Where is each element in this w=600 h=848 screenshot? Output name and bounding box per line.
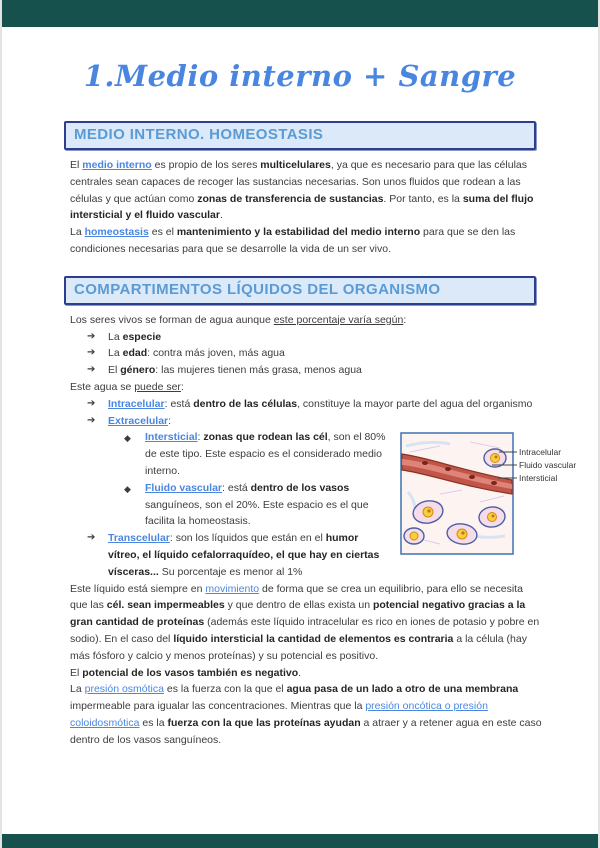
viewer-bottom-bar: [0, 834, 600, 848]
text-run: cél. sean impermeables: [106, 599, 225, 612]
section-header-label: MEDIO INTERNO. HOMEOSTASIS: [74, 126, 324, 143]
text-run: presión osmótica: [84, 683, 164, 696]
text-run: este porcentaje varía según: [273, 313, 404, 326]
text-run: dentro de los vasos: [250, 481, 350, 494]
page-title: 1.Medio interno + Sangre: [83, 59, 517, 93]
arrow-bullet-icon: ➔: [87, 330, 96, 342]
text-run: : está: [164, 397, 194, 410]
text-run: (además este líquido intracelular es rico en iones de potasio y pobre en sodio). En el caso del: [70, 616, 540, 645]
text-run: , son el 80% de este tipo. Este espacio es el considerado medio interno.: [145, 431, 386, 477]
list-item: [70, 530, 542, 580]
paragraph: [70, 224, 542, 258]
text-run: de forma que se crea un equilibrio, para ello se necesita que las: [70, 582, 523, 612]
arrow-bullet-icon: ➔: [87, 364, 96, 376]
text-run: líquido intersticial la cantidad de elementos es contraria: [173, 632, 454, 645]
text-run: movimiento: [205, 582, 260, 595]
text-run: Intersticial: [145, 431, 198, 444]
arrow-bullet-icon: ➔: [87, 532, 96, 544]
text-run: La: [108, 347, 123, 360]
section-body-medio-interno: [2, 157, 598, 258]
paragraph: [70, 665, 542, 682]
text-run: homeostasis: [84, 226, 149, 239]
text-run: La: [70, 226, 85, 239]
text-run: es la fuerza con la que el: [163, 683, 287, 696]
text-run: , constituye la mayor parte del agua del organismo: [297, 397, 533, 410]
text-run: dentro de las células: [193, 397, 298, 410]
arrow-bullet-icon: ➔: [87, 347, 96, 359]
text-run: Su porcentaje es menor al 1%: [158, 565, 303, 578]
arrow-bullet-icon: ➔: [87, 397, 96, 409]
paragraph: [70, 379, 542, 396]
list-item: [70, 429, 542, 479]
text-run: para que se den las condiciones necesarias para que se desarrolle la vida de un ser vivo.: [70, 226, 516, 255]
paragraph: [70, 581, 542, 665]
text-run: :: [168, 414, 172, 427]
text-run: Transcelular: [108, 532, 170, 545]
text-run: Fluido vascular: [145, 481, 223, 494]
text-run: sanguíneos, son el 20%. Este espacio es el que facilita la homeostasis.: [145, 498, 369, 528]
text-run: es propio de los seres: [151, 159, 261, 171]
text-run: es la: [139, 716, 168, 729]
text-run: zonas de transferencia de sustancias: [197, 192, 384, 205]
text-run: :: [180, 380, 184, 393]
text-run: multicelulares: [260, 159, 331, 171]
text-run: La: [70, 683, 85, 696]
text-run: : son los líquidos que están en el: [169, 532, 326, 545]
text-run: medio interno: [82, 159, 152, 171]
section-header-label: COMPARTIMENTOS LÍQUIDOS DEL ORGANISMO: [74, 280, 441, 298]
text-run: agua pasa de un lado a otro de una membrana: [286, 683, 519, 696]
figure-label-intracelular: Intracelular: [519, 447, 562, 458]
text-run: suma del flujo intersticial y el fluido vascular: [70, 192, 534, 222]
text-run: Este agua se: [70, 380, 135, 393]
text-run: Extracelular: [108, 414, 169, 427]
list-item: [70, 480, 542, 530]
paragraph: [70, 312, 542, 329]
arrow-bullet-icon: ➔: [87, 414, 96, 426]
list-item: [70, 329, 542, 346]
text-run: :: [197, 431, 204, 444]
list-item: [70, 362, 542, 379]
text-run: zonas que rodean las cél: [203, 431, 328, 444]
text-run: género: [120, 364, 156, 377]
text-run: es el: [148, 226, 177, 239]
text-run: : contra más joven, más agua: [147, 347, 285, 360]
text-run: Intracelular: [108, 397, 165, 410]
list-item: [70, 345, 542, 362]
text-run: a la célula (hay más fósforo y calcio y menos proteínas) y su potencial es positivo.: [70, 632, 527, 662]
text-run: presión oncótica o presión coloidosmótica: [70, 700, 488, 729]
section-body-compartimentos: [2, 312, 598, 749]
text-run: impermeable para igualar las concentraciones. Mientras que la: [70, 700, 366, 713]
text-run: Los seres vivos se forman de agua aunque: [70, 313, 274, 326]
text-run: Este líquido está siempre en: [70, 582, 206, 595]
text-run: puede ser: [134, 380, 181, 393]
text-run: : las mujeres tienen más grasa, menos agua: [155, 364, 362, 377]
text-run: , ya que es necesario para que las células centrales sean capaces de recoger las sustancias necesarias. Son unos fluidos que rodean a las células y que actúan como: [70, 159, 527, 205]
text-run: La: [108, 330, 123, 343]
text-run: potencial de los vasos también es negativo: [82, 666, 299, 679]
diamond-bullet-icon: ◆: [124, 483, 131, 494]
figure-label-intersticial: Intersticial: [519, 473, 558, 484]
text-run: edad: [122, 347, 148, 360]
viewer-top-bar: [0, 0, 600, 27]
text-run: El: [70, 666, 83, 679]
text-run: : está: [222, 481, 251, 494]
text-run: El: [108, 364, 121, 377]
text-run: :: [403, 313, 407, 326]
text-run: .: [298, 666, 302, 679]
text-run: especie: [122, 330, 162, 343]
list-item: [70, 413, 542, 430]
figure-label-fluido-vascular: Fluido vascular: [519, 460, 577, 471]
notes-document: [2, 27, 598, 834]
text-run: mantenimiento y la estabilidad del medio interno: [176, 226, 421, 239]
text-run: potencial negativo gracias a la gran cantidad de proteínas: [70, 599, 526, 629]
section-compartimentos: [2, 276, 598, 749]
paragraph: [70, 157, 542, 224]
text-run: a atraer y a retener agua en este caso dentro de los vasos sanguíneos.: [70, 716, 542, 746]
section-header-compartimentos: [64, 276, 536, 305]
list-item: [70, 396, 542, 413]
paragraph: [70, 681, 542, 748]
text-run: . Por tanto, es la: [383, 192, 463, 205]
text-run: .: [219, 209, 223, 222]
diamond-bullet-icon: ◆: [124, 433, 131, 444]
text-run: El: [70, 159, 83, 171]
text-run: y que dentro de ellas exista un: [224, 599, 373, 612]
section-medio-interno: [2, 121, 598, 258]
text-run: humor vítreo, el líquido cefalorraquídeo, el que hay en ciertas vísceras...: [108, 532, 380, 578]
text-run: fuerza con la que las proteínas ayudan: [167, 716, 361, 729]
section-header-medio-interno: [64, 121, 536, 150]
